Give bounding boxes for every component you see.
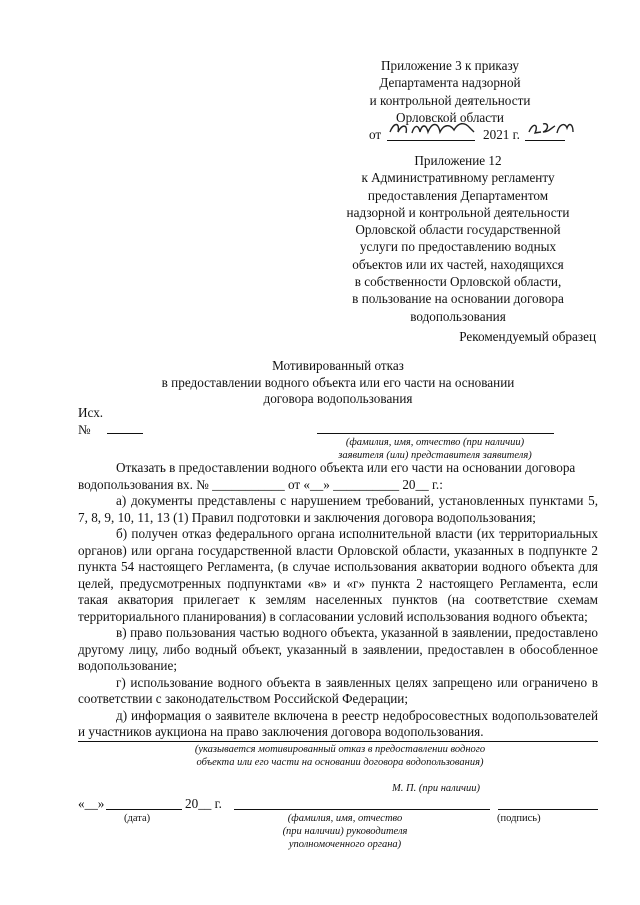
reason-d: д) информация о заявителе включена в реестр недобросовестных водопользователей и участников аукциона на право заключения договора водопользования. xyxy=(78,707,598,739)
outgoing-number-line xyxy=(78,421,143,438)
appendix12-line: в собственности Орловской области, xyxy=(354,274,562,290)
title-line3: договора водопользования xyxy=(263,391,413,406)
document-title xyxy=(138,358,538,408)
appendix12-line: Приложение 12 xyxy=(414,153,502,168)
signature-blank xyxy=(498,809,598,810)
outgoing-number xyxy=(78,404,143,438)
appendix12-line: объектов или их частей, находящихся xyxy=(352,256,564,272)
reason-g: г) использование водного объекта в заявленных целях запрещено или ограничено в соответствии с законодательством Российской Федерации; xyxy=(78,674,598,706)
refusal-body xyxy=(78,460,598,741)
reason-caption-line1: (указывается мотивированный отказ в предоставлении водного xyxy=(194,744,486,755)
title-line1: Мотивированный отказ xyxy=(272,358,404,373)
handwritten-number-underline xyxy=(525,140,565,141)
applicant-caption xyxy=(300,436,570,462)
appendix12-line: услуги по предоставлению водных xyxy=(359,239,557,255)
appendix12-line: к Административному регламенту xyxy=(361,170,555,186)
handwritten-date-underline xyxy=(387,140,475,141)
outgoing-number-blank xyxy=(107,423,143,434)
appendix12-line: в пользование на основании договора xyxy=(352,291,564,307)
head-fio-line1: (фамилия, имя, отчество xyxy=(287,813,403,824)
reason-b: б) получен отказ федерального органа исполнительной власти (их территориальных органов) или органа государственной власти Орловской области, указанных в подпункте 2 пункта 54 настоящего Регламента, (в случае использования акватории водного объекта для целей, предусмотренных подпунктами «в» и «г» пункта 2 настоящего Регламента, если такая акватория прилегает к землям населенных пунктов (на соответствие схемам территориального планирования) в согласовании условий использования водного объекта; xyxy=(78,526,598,624)
appendix12-line: предоставления Департаментом xyxy=(367,187,549,203)
appendix3-line1: Приложение 3 к приказу xyxy=(381,58,519,73)
appendix12-line: Орловской области государственной xyxy=(355,222,561,238)
date-year: 20__ г. xyxy=(185,796,222,811)
signature-label: (подпись) xyxy=(497,813,541,824)
reason-caption-line2: объекта или его части на основании договора водопользования) xyxy=(196,757,484,768)
fio-blank xyxy=(234,809,490,810)
applicant-fio-line xyxy=(317,433,554,434)
number-sign: № xyxy=(78,422,91,437)
appendix3-line4: Орловской области xyxy=(396,109,504,125)
applicant-caption-line1: (фамилия, имя, отчество (при наличии) xyxy=(345,437,525,448)
reason-caption xyxy=(150,743,530,769)
stamp-place-label: М. П. (при наличии) xyxy=(392,783,480,794)
appendix3-line2: Департамента надзорной xyxy=(379,75,521,91)
reason-v: в) право пользования частью водного объекта, указанной в заявлении, предоставлено другому лицу, либо водный объект, указанный в заявлении, предоставлен в обособленное водопользование; xyxy=(78,625,598,673)
date-month-blank xyxy=(106,809,182,810)
date-quote: «__» xyxy=(78,796,105,811)
appendix-12-header xyxy=(318,152,598,325)
reason-a: а) документы представлены с нарушением требований, установленных пунктами 5, 7, 8, 9, 10, 11, 13 (1) Правил подготовки и заключения договора водопользования; xyxy=(78,493,598,525)
intro-line1: Отказать в предоставлении водного объекта или его части на основании договора xyxy=(116,460,576,475)
date-suffix: 2021 г. xyxy=(483,127,520,143)
appendix12-line: водопользования xyxy=(410,308,506,324)
applicant-caption-line2: заявителя (или) представителя заявителя) xyxy=(338,450,532,461)
title-line2: в предоставлении водного объекта или его части на основании xyxy=(161,374,515,390)
sample-label: Рекомендуемый образец xyxy=(459,329,596,344)
handwritten-number-mark xyxy=(527,118,575,140)
intro-line2: водопользования вх. № ___________ от «__» __________ 20__ г.: xyxy=(78,476,443,492)
head-fio-line2: (при наличии) руководителя xyxy=(282,826,408,837)
head-fio-line3: уполномоченного органа) xyxy=(288,839,402,850)
reason-line xyxy=(78,741,598,742)
appendix3-line3: и контрольной деятельности xyxy=(369,92,531,108)
date-label: (дата) xyxy=(124,813,151,824)
date-prefix: от xyxy=(369,127,382,143)
handwritten-date-mark xyxy=(388,118,478,140)
appendix12-line: надзорной и контрольной деятельности xyxy=(346,204,570,220)
head-fio-caption xyxy=(270,812,420,851)
outgoing-label: Исх. xyxy=(78,405,104,420)
